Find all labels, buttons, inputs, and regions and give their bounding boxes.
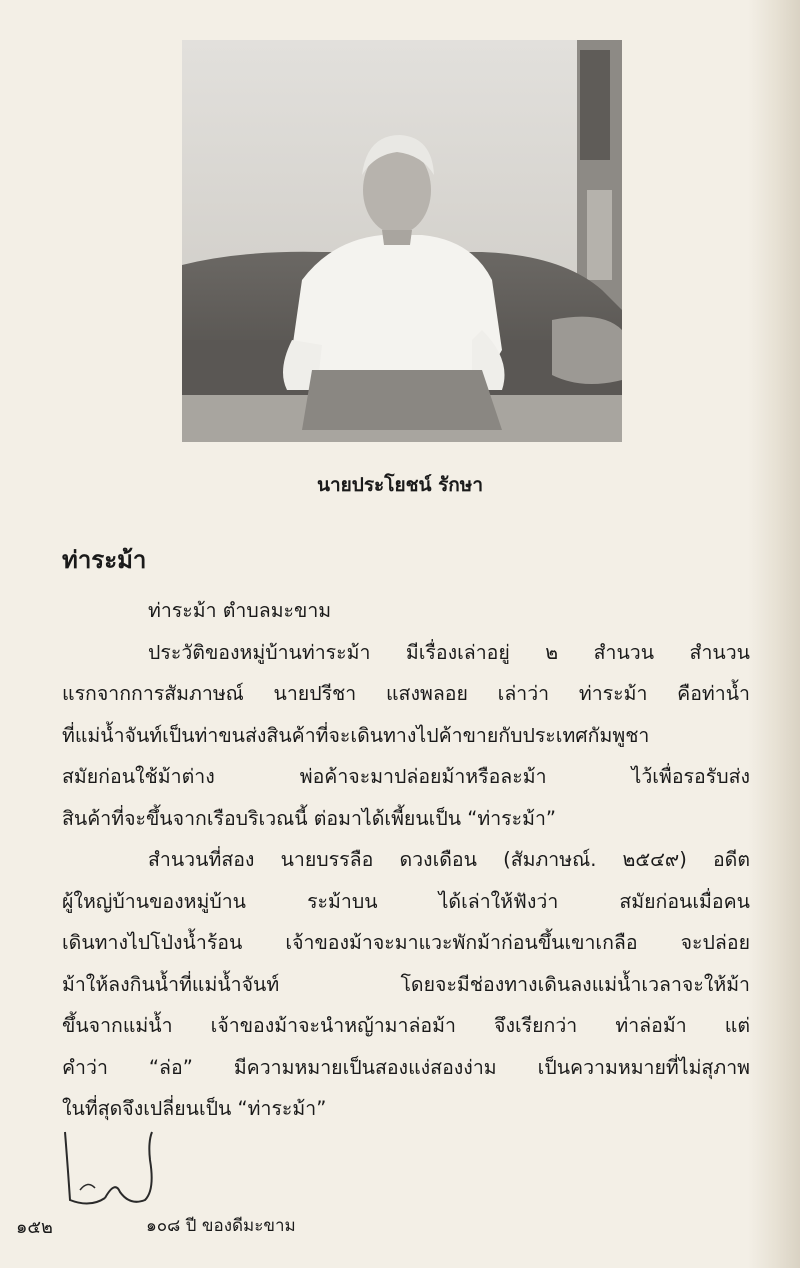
paragraph-line: ประวัติของหมู่บ้านท่าระม้า มีเรื่องเล่าอยู่ ๒ สำนวน สำนวน: [148, 640, 750, 664]
paragraph-line: เดินทางไปโป่งน้ำร้อน เจ้าของม้าจะมาแวะพักม้าก่อนขึ้นเขาเกลือ จะปล่อย: [62, 931, 750, 954]
paragraph-line: ที่แม่น้ำจันท์เป็นท่าขนส่งสินค้าที่จะเดินทางไปค้าขายกับประเทศกัมพูชา: [62, 723, 650, 747]
paragraph-line: ขึ้นจากแม่น้ำ เจ้าของม้าจะนำหญ้ามาล่อม้า จึงเรียกว่า ท่าล่อม้า แต่: [62, 1014, 750, 1037]
photo-caption: นายประโยชน์ รักษา: [317, 474, 483, 496]
paragraph-line: ม้าให้ลงกินน้ำที่แม่น้ำจันท์ โดยจะมีช่องทางเดินลงแม่น้ำเวลาจะให้ม้า: [62, 972, 750, 996]
paragraph-line: แรกจากการสัมภาษณ์ นายปรีชา แสงพลอย เล่าว่า ท่าระม้า คือท่าน้ำ: [62, 682, 750, 705]
section-heading: ท่าระม้า: [62, 546, 147, 574]
subtitle-line: ท่าระม้า ตำบลมะขาม: [148, 599, 332, 622]
paragraph-line: สำนวนที่สอง นายบรรลือ ดวงเดือน (สัมภาษณ์. ๒๕๔๙) อดีต: [148, 848, 750, 871]
paragraph-line: ผู้ใหญ่บ้านของหมู่บ้าน ระม้าบน ได้เล่าให้ฟังว่า สมัยก่อนเมื่อคน: [62, 889, 750, 913]
page-number: ๑๕๒: [16, 1217, 53, 1238]
portrait-photo: [182, 40, 622, 442]
page-footer: [16, 1130, 376, 1238]
running-title: ๑๐๘ ปี ของดีมะขาม: [146, 1216, 296, 1236]
paragraph-line: สมัยก่อนใช้ม้าต่าง พ่อค้าจะมาปล่อยม้าหรือละม้า ไว้เพื่อรอรับส่ง: [62, 765, 750, 788]
page-edge-shadow: [748, 0, 800, 1268]
paragraph-line: ในที่สุดจึงเปลี่ยนเป็น “ท่าระม้า”: [62, 1097, 327, 1120]
body-text: [62, 590, 750, 1130]
paragraph-line: สินค้าที่จะขึ้นจากเรือบริเวณนี้ ต่อมาได้เพี้ยนเป็น “ท่าระม้า”: [62, 806, 557, 830]
paragraph-line: คำว่า “ล่อ” มีความหมายเป็นสองแง่สองง่าม เป็นความหมายที่ไม่สุภาพ: [62, 1055, 750, 1079]
buffalo-horn-icon: [60, 1130, 160, 1210]
